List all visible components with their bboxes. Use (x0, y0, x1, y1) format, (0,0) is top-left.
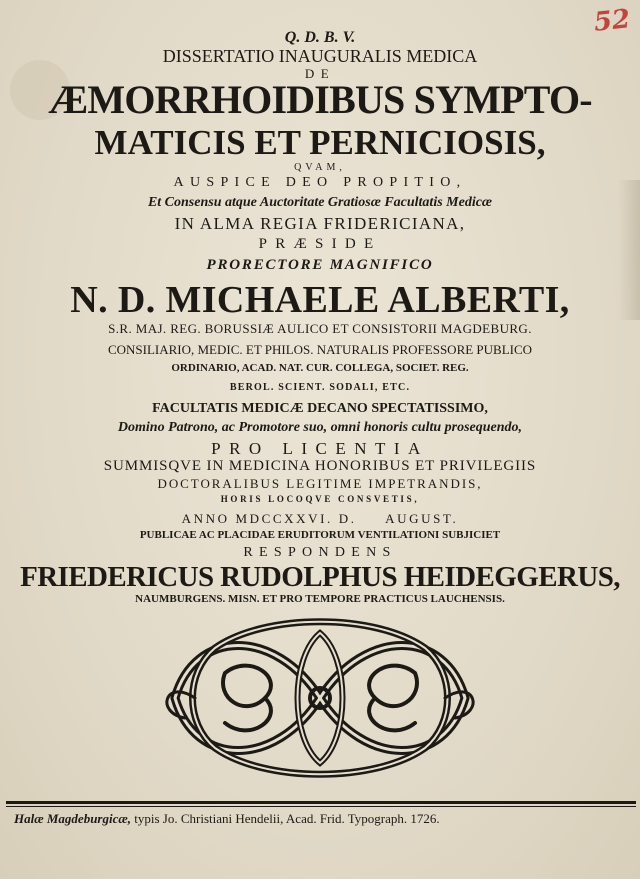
monogram: Q. D. B. V. (284, 29, 356, 46)
praeses-title-1: S.R. MAJ. REG. BORUSSIÆ AULICO ET CONSISTORII MAGDEBURG. (108, 321, 532, 336)
pro-licentia-line: PRO LICENTIA (211, 439, 429, 458)
imprint-rule-thin (6, 806, 636, 807)
imprint-printer: typis Jo. Christiani Hendelii, Acad. Frid. Typograph. 1726. (131, 811, 440, 826)
auspice-line: AUSPICE DEO PROPITIO, (173, 175, 467, 190)
imprint-rule-thick (6, 801, 636, 804)
ventilationi-line: PUBLICAE AC PLACIDAE ERUDITORUM VENTILATIONI SUBJICIET (139, 529, 501, 541)
imprint-place: Halæ Magdeburgicæ, (14, 811, 131, 826)
quam-line: QVAM, (294, 162, 346, 173)
respondens-line: RESPONDENS (243, 545, 397, 560)
praeside-line: PRÆSIDE (258, 236, 382, 252)
knotwork-ornament-icon (155, 618, 485, 778)
date-line: ANNO MDCCXXVI. D. AUGUST. (181, 511, 459, 526)
prorectore-line: PRORECTORE MAGNIFICO (206, 257, 434, 273)
dissertation-heading: DISSERTATIO INAUGURALIS MEDICA (162, 46, 478, 66)
respondent-name: FRIEDERICUS RUDOLPHUS HEIDEGGERUS, (20, 561, 620, 593)
de-line: DE (304, 66, 336, 81)
patrono-line: Domino Patrono, ac Promotore suo, omni honoris cultu prosequendo, (117, 420, 523, 435)
imprint-line (14, 811, 440, 827)
page-number-annotation: 52 (592, 4, 632, 38)
consensu-line: Et Consensu atque Auctoritate Gratiosæ Facultatis Medicæ (147, 195, 493, 210)
decano-line: FACULTATIS MEDICÆ DECANO SPECTATISSIMO, (152, 401, 488, 416)
university-line: IN ALMA REGIA FRIDERICIANA, (174, 214, 466, 233)
doctoralibus-line: DOCTORALIBUS LEGITIME IMPETRANDIS, (157, 476, 483, 491)
horis-line: HORIS LOCOQVE CONSVETIS, (220, 494, 420, 504)
praeses-title-2: CONSILIARIO, MEDIC. ET PHILOS. NATURALIS PROFESSORE PUBLICO (107, 342, 533, 357)
title-line-1: ÆMORRHOIDIBUS SYMPTO- (48, 77, 592, 122)
praeses-title-4: BEROL. SCIENT. SODALI, ETC. (229, 382, 411, 393)
praeses-name: N. D. MICHAELE ALBERTI, (70, 279, 570, 321)
title-line-2: MATICIS ET PERNICIOSIS, (94, 123, 546, 162)
respondent-origin: NAUMBURGENS. MISN. ET PRO TEMPORE PRACTICUS LAUCHENSIS. (135, 593, 505, 605)
honoribus-line: SUMMISQVE IN MEDICINA HONORIBUS ET PRIVILEGIIS (103, 458, 537, 474)
praeses-title-3: ORDINARIO, ACAD. NAT. CUR. COLLEGA, SOCIET. REG. (171, 362, 469, 374)
